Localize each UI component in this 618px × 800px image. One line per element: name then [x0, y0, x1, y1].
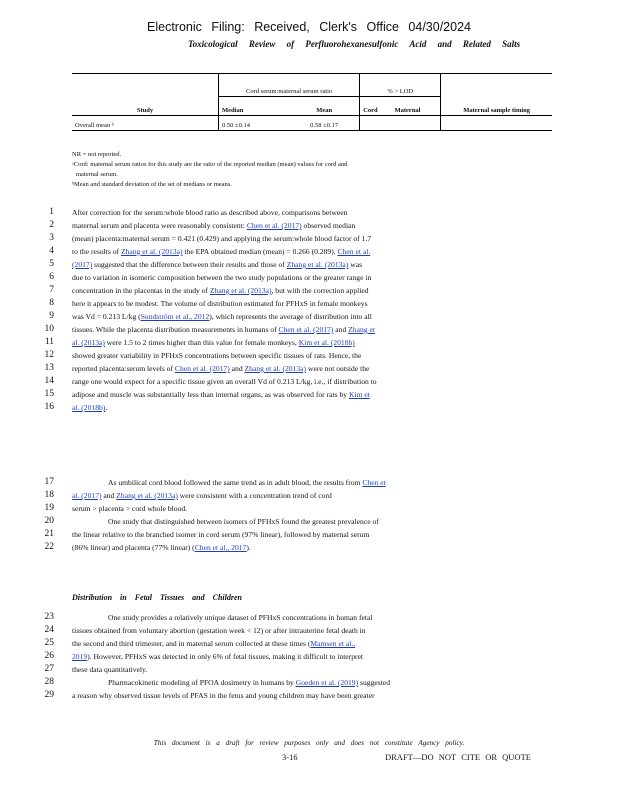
line-text [72, 351, 546, 360]
line-number: 11 [44, 337, 54, 347]
line-number: 19 [44, 503, 54, 513]
citation-link[interactable]: Zhang et al. (2013a) [209, 286, 272, 295]
line-number: 29 [44, 690, 54, 700]
line-text [72, 543, 546, 552]
text-segment: ), which represents the average of distribution into all [209, 312, 372, 321]
line-number: 28 [44, 677, 54, 687]
row-timing [441, 115, 552, 130]
table-notes [72, 150, 552, 190]
citation-link[interactable]: Zhang et al. (2013a) [244, 364, 307, 373]
body-line [0, 478, 618, 490]
line-text [72, 338, 546, 347]
line-text [72, 221, 546, 230]
line-number: 10 [44, 324, 54, 334]
text-segment: tissues. While the placenta distribution measurements in humans of [72, 325, 279, 334]
text-segment: maternal serum and placenta were reasonably consistent: [72, 221, 247, 230]
citation-link[interactable]: Chen et al., 2017 [194, 543, 247, 552]
body-line [0, 504, 618, 516]
citation-link[interactable]: Zhang et [348, 325, 375, 334]
line-text [72, 325, 546, 334]
text-segment: ). [246, 543, 251, 552]
body-line [0, 613, 618, 625]
text-segment: here it appears to be modest. The volume of distribution estimated for PFHxS in female monkeys [72, 299, 368, 308]
text-segment: was Vd = 0.213 L/kg ( [72, 312, 141, 321]
filing-banner: Electronic Filing: Received, Clerk's Office 04/30/2024 [147, 20, 471, 34]
body-line [0, 299, 618, 311]
citation-link[interactable]: Sundström et al., 2012 [140, 312, 210, 321]
text-segment: were consistent with a concentration trend of cord [177, 491, 332, 500]
citation-link[interactable]: Kim et al. (2018b) [298, 338, 355, 347]
line-number: 26 [44, 651, 54, 661]
line-number: 25 [44, 638, 54, 648]
body-line [0, 351, 618, 363]
citation-link[interactable]: Chen et al. (2017) [246, 221, 302, 230]
row-median: 0.50 ±0.14 [219, 115, 290, 130]
line-text [72, 247, 546, 256]
line-text [72, 377, 546, 386]
line-number: 21 [44, 529, 54, 539]
draft-disclaimer: This document is a draft for review purposes only and does not constitute Agency policy. [153, 739, 465, 747]
text-segment: , but with the correction applied [271, 286, 369, 295]
line-number: 12 [44, 350, 54, 360]
citation-link[interactable]: Goeden et al. (2019) [295, 678, 359, 687]
line-number: 18 [44, 490, 54, 500]
line-text [72, 652, 546, 661]
line-number: 9 [49, 311, 54, 321]
line-text [72, 639, 546, 648]
line-text [72, 613, 546, 622]
line-text [72, 678, 546, 687]
body-line [0, 247, 618, 259]
col-median: Median [219, 97, 290, 116]
line-number: 1 [49, 207, 54, 217]
text-segment: concentration in the placentas in the study of [72, 286, 210, 295]
citation-link[interactable]: al. (2018b) [72, 403, 106, 412]
text-segment: and [333, 325, 349, 334]
note-b: ᵇMean and standard deviation of the set of medians or means. [72, 181, 232, 188]
line-number: 7 [49, 285, 54, 295]
col-timing: Maternal sample timing [441, 97, 552, 116]
text-segment: the linear relative to the branched isomer in cord serum (97% linear), followed by maternal serum [72, 530, 370, 539]
text-segment: serum > placenta > cord whole blood. [72, 504, 188, 513]
body-line [0, 364, 618, 376]
text-segment: One study that distinguished between isomers of PFHxS found the greatest prevalence of [108, 517, 379, 526]
line-text [72, 530, 546, 539]
citation-link[interactable]: (2017) [72, 260, 93, 269]
ratio-group-header: Cord serum:maternal serum ratio [219, 74, 360, 97]
line-text [72, 478, 546, 487]
line-number: 14 [44, 376, 54, 386]
line-text [72, 208, 546, 217]
line-text [72, 390, 546, 399]
body-line [0, 491, 618, 503]
col-mean: Mean [289, 97, 360, 116]
text-segment: suggested [358, 678, 390, 687]
line-number: 23 [44, 612, 54, 622]
section-heading: Distribution in Fetal Tissues and Children [72, 593, 242, 602]
line-number: 27 [44, 664, 54, 674]
line-number: 3 [49, 233, 54, 243]
line-text [72, 312, 546, 321]
body-line [0, 626, 618, 638]
body-line [0, 403, 618, 415]
line-number: 17 [44, 477, 54, 487]
note-nr: NR = not reported. [72, 151, 122, 158]
text-segment: was [348, 260, 363, 269]
citation-link[interactable]: Mamsen et al., [310, 639, 356, 648]
running-title: Toxicological Review of Perfluorohexanesulfonic Acid and Related Salts [188, 39, 521, 49]
citation-link[interactable]: Chen et al. (2017) [174, 364, 230, 373]
note-a-cont: maternal serum. [76, 171, 118, 178]
lod-group-header: % > LOD [360, 74, 441, 97]
body-line [0, 517, 618, 529]
text-segment: Pharmacokinetic modeling of PFOA dosimetry in humans by [108, 678, 296, 687]
body-line [0, 665, 618, 677]
line-text [72, 273, 546, 282]
row-cord [360, 115, 392, 130]
line-text [72, 691, 546, 700]
line-text [72, 364, 546, 373]
line-number: 5 [49, 259, 54, 269]
citation-link[interactable]: Chen et al. [337, 247, 371, 256]
body-line [0, 208, 618, 220]
line-number: 16 [44, 402, 54, 412]
text-segment: a reason why observed tissue levels of PFAS in the fetus and young children may have been greater [72, 691, 375, 700]
text-segment: range one would expect for a specific tissue given an overall Vd of 0.213 L/kg, i.e., if distribution to [72, 377, 377, 386]
line-text [72, 491, 546, 500]
line-text [72, 260, 546, 269]
body-line [0, 312, 618, 324]
note-a: ᵃCord: maternal serum ratios for this study are the ratio of the reported median (mean) values for cord and [72, 161, 348, 168]
body-line [0, 691, 618, 703]
line-number: 4 [49, 246, 54, 256]
table-row [72, 115, 552, 130]
citation-link[interactable]: al. (2017) [72, 491, 102, 500]
results-table [72, 73, 552, 131]
page-number: 3-16 [282, 752, 298, 762]
text-segment: and [229, 364, 245, 373]
text-segment: these data quantitatively. [72, 665, 148, 674]
body-line [0, 652, 618, 664]
text-segment: ). However, PFHxS was detected in only 6% of fetal tissues, making it difficult to interpret [87, 652, 364, 661]
line-text [72, 299, 546, 308]
line-text [72, 626, 546, 635]
body-line [0, 530, 618, 542]
body-line [0, 639, 618, 651]
text-segment: adipose and muscle was substantially less than internal organs, as was observed for rats by [72, 390, 349, 399]
text-segment: One study provides a relatively unique dataset of PFHxS concentrations in human fetal [108, 613, 373, 622]
body-line [0, 543, 618, 555]
line-number: 8 [49, 298, 54, 308]
body-line [0, 260, 618, 272]
text-segment: reported placenta:serum levels of [72, 364, 175, 373]
col-maternal: Maternal [392, 97, 441, 116]
citation-link[interactable]: Chen et [362, 478, 386, 487]
text-segment: After correction for the serum:whole blood ratio as described above, comparisons between [72, 208, 348, 217]
col-cord: Cord [360, 97, 392, 116]
row-maternal [392, 115, 441, 130]
body-line [0, 286, 618, 298]
text-segment: were 1.5 to 2 times higher than this value for female monkeys, [104, 338, 299, 347]
citation-link[interactable]: Zhang et al. (2013a) [286, 260, 349, 269]
citation-link[interactable]: Zhang et al. (2013a) [120, 247, 183, 256]
line-number: 6 [49, 272, 54, 282]
line-number: 13 [44, 363, 54, 373]
text-segment: due to variation in isomeric composition between the two study populations or the greater range in [72, 273, 372, 282]
line-text [72, 665, 546, 674]
line-number: 20 [44, 516, 54, 526]
line-number: 2 [49, 220, 54, 230]
text-segment: the second and third trimester, and in maternal serum collected at these times ( [72, 639, 311, 648]
body-line [0, 678, 618, 690]
text-segment: suggested that the difference between their results and those of [92, 260, 287, 269]
line-text [72, 403, 546, 412]
text-segment: and [101, 491, 117, 500]
citation-link[interactable]: 2019 [72, 652, 88, 661]
line-number: 24 [44, 625, 54, 635]
citation-link[interactable]: al. (2013a) [72, 338, 105, 347]
text-segment: (86% linear) and placenta (77% linear) ( [72, 543, 195, 552]
text-segment: (mean) placenta:maternal serum = 0.421 (0.429) and applying the serum:whole blood factor of 1.7 [72, 234, 372, 243]
citation-link[interactable]: Kim et [348, 390, 370, 399]
text-segment: . [105, 403, 108, 412]
body-line [0, 273, 618, 285]
row-mean: 0.58 ±0.17 [310, 121, 339, 129]
text-segment: the EPA obtained median (mean) = 0.266 (0.289). [182, 247, 338, 256]
text-segment: showed greater variability in PFHxS concentrations between specific tissues of rats. Hence, the [72, 351, 362, 360]
citation-link[interactable]: Zhang et al. (2013a) [116, 491, 178, 500]
body-line [0, 338, 618, 350]
draft-label: DRAFT—DO NOT CITE OR QUOTE [385, 752, 531, 762]
line-text [72, 234, 546, 243]
body-line [0, 325, 618, 337]
body-line [0, 234, 618, 246]
text-segment: to the results of [72, 247, 121, 256]
line-number: 15 [44, 389, 54, 399]
col-study: Study [136, 106, 154, 114]
body-line [0, 377, 618, 389]
line-text [72, 517, 546, 526]
body-line [0, 221, 618, 233]
line-text [72, 504, 546, 513]
citation-link[interactable]: Chen et al. (2017) [278, 325, 334, 334]
text-segment: As umbilical cord blood followed the same trend as in adult blood, the results from [108, 478, 363, 487]
text-segment: tissues obtained from voluntary abortion (gestation week < 12) or after intrauterine fetal death in [72, 626, 366, 635]
body-line [0, 390, 618, 402]
row-label: Overall mean ᵇ [75, 121, 114, 129]
text-segment: observed median [301, 221, 356, 230]
line-text [72, 286, 546, 295]
text-segment: were not outside the [306, 364, 370, 373]
line-number: 22 [44, 542, 54, 552]
